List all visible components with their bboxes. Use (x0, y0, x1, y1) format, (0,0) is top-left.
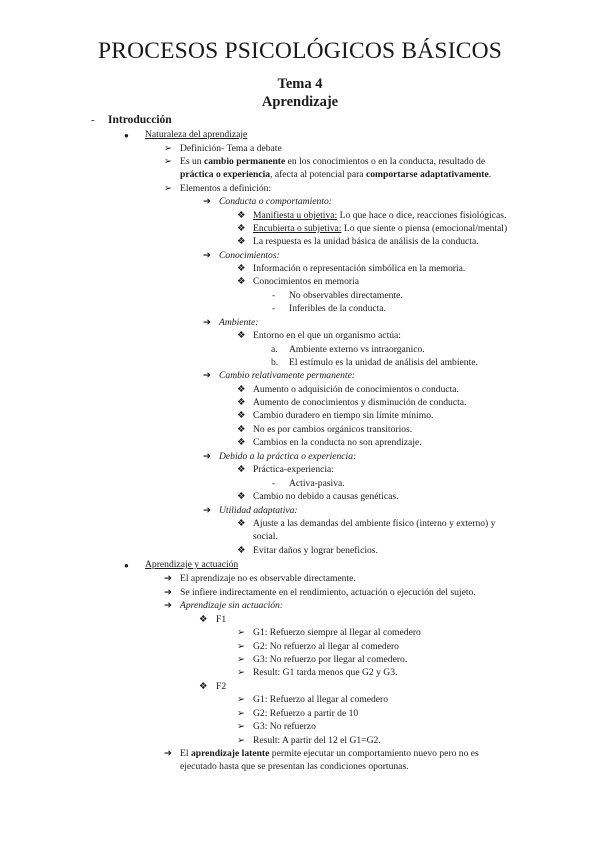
arrowhead-marker: ➢ (237, 627, 246, 638)
text-estimulo: El estímulo es la unidad de análisis del ambiente. (289, 357, 478, 368)
text-se-infiere: Se infiere indirectamente en el rendimiento, actuación o ejecución del sujeto. (180, 587, 476, 598)
text-f2-g3: G3: No refuerzo (253, 721, 316, 732)
diamond-marker: ❖ (199, 681, 208, 692)
arrowhead-marker: ➢ (164, 183, 173, 194)
subsection-naturaleza: Naturaleza del aprendizaje (145, 129, 248, 140)
diamond-marker: ❖ (237, 518, 246, 529)
text-f2-g1: G1: Refuerzo al llegar al comedero (253, 694, 389, 705)
text-ajuste-cont: social. (253, 531, 278, 542)
dash-marker: - (272, 478, 276, 489)
dash-marker: - (91, 114, 95, 126)
text-ambiente-externo: Ambiente externo vs intraorganico. (289, 344, 425, 355)
elemento-cambio: Cambio relativamente permanente: (219, 370, 356, 381)
tema-subtitle: Aprendizaje (261, 94, 339, 110)
arrowhead-marker: ➢ (237, 641, 246, 652)
arrowhead-marker: ➢ (237, 667, 246, 678)
diamond-marker: ❖ (237, 210, 246, 221)
diamond-marker: ❖ (237, 276, 246, 287)
arrow-marker: ➔ (164, 573, 173, 584)
text-latente: El aprendizaje latente permite ejecutar un comportamiento nuevo pero no es (180, 748, 479, 759)
diamond-marker: ❖ (199, 614, 208, 625)
arrowhead-marker: ➢ (164, 156, 173, 167)
diamond-marker: ❖ (237, 437, 246, 448)
diamond-marker: ❖ (237, 223, 246, 234)
arrowhead-marker: ➢ (237, 708, 246, 719)
label-f2: F2 (216, 681, 227, 692)
text-sin-actuacion: Aprendizaje sin actuación: (180, 600, 284, 611)
text-aumento-1: Aumento o adquisición de conocimientos o conducta. (253, 384, 459, 395)
bullet-marker: ● (124, 131, 129, 140)
letter-marker-a: a. (271, 344, 278, 355)
diamond-marker: ❖ (237, 236, 246, 247)
diamond-marker: ❖ (237, 263, 246, 274)
text-respuesta: La respuesta es la unidad básica de análisis de la conducta. (253, 236, 479, 247)
diamond-marker: ❖ (237, 330, 246, 341)
diamond-marker: ❖ (237, 410, 246, 421)
arrow-marker: ➔ (203, 250, 212, 261)
text-es-un-cambio-cont: práctica o experiencia, afecta al potencial para comportarse adaptativamente. (180, 169, 492, 180)
dash-marker: - (272, 290, 276, 301)
arrowhead-marker: ➢ (164, 143, 173, 154)
elemento-conocimientos: Conocimientos: (219, 250, 280, 261)
arrow-marker: ➔ (203, 370, 212, 381)
arrow-marker: ➔ (164, 748, 173, 759)
text-latente-cont: ejecutado hasta que se presentan las condiciones oportunas. (180, 761, 409, 772)
arrowhead-marker: ➢ (237, 735, 246, 746)
text-duradero: Cambio duradero en tiempo sin límite mínimo. (253, 410, 434, 421)
text-f2-result: Result: A partir del 12 el G1=G2. (253, 735, 381, 746)
tema-number: Tema 4 (277, 76, 323, 92)
arrowhead-marker: ➢ (237, 721, 246, 732)
arrow-marker: ➔ (164, 600, 173, 611)
text-practica: Práctica-experiencia: (253, 464, 334, 475)
arrowhead-marker: ➢ (237, 654, 246, 665)
letter-marker-b: b. (271, 357, 279, 368)
arrowhead-marker: ➢ (237, 694, 246, 705)
text-inferibles: Inferibles de la conducta. (289, 303, 386, 314)
subsection-actuacion: Aprendizaje y actuación (145, 559, 239, 570)
arrow-marker: ➔ (164, 587, 173, 598)
text-manifiesta: Manifiesta u objetiva: Lo que hace o dice, reacciones fisiológicas. (253, 210, 507, 221)
text-ajuste: Ajuste a las demandas del ambiente físico (interno y externo) y (253, 518, 496, 529)
text-f1-g1: G1: Refuerzo siempre al llegar al comedero (253, 627, 421, 638)
text-aumento-2: Aumento de conocimientos y disminución de conducta. (253, 397, 467, 408)
label-f1: F1 (216, 614, 227, 625)
text-evitar: Evitar daños y lograr beneficios. (253, 545, 378, 556)
text-cambios-conducta: Cambios en la conducta no son aprendizaje. (253, 437, 422, 448)
section-heading-introduccion: Introducción (108, 114, 172, 126)
text-f1-result: Result: G1 tarda menos que G2 y G3. (253, 667, 398, 678)
diamond-marker: ❖ (237, 424, 246, 435)
arrow-marker: ➔ (203, 505, 212, 516)
bullet-marker: ● (124, 561, 129, 570)
text-f1-g2: G2: No refuerzo al llegar al comedero (253, 641, 399, 652)
diamond-marker: ❖ (237, 384, 246, 395)
diamond-marker: ❖ (237, 397, 246, 408)
text-elementos: Elementos a definición: (180, 183, 272, 194)
arrow-marker: ➔ (203, 196, 212, 207)
document-title: PROCESOS PSICOLÓGICOS BÁSICOS (97, 38, 503, 64)
arrow-marker: ➔ (203, 451, 212, 462)
text-definicion: Definición- Tema a debate (180, 143, 282, 154)
text-conocimientos-memoria: Conocimientos en memoria (253, 276, 360, 287)
elemento-utilidad: Utilidad adaptativa: (219, 505, 298, 516)
elemento-ambiente: Ambiente: (219, 317, 259, 328)
text-f1-g3: G3: No refuerzo por llegar al comedero. (253, 654, 408, 665)
text-encubierta: Encubierta o subjetiva: Lo que siente o piensa (emocional/mental) (253, 223, 508, 234)
text-entorno: Entorno en el que un organismo actúa: (253, 330, 401, 341)
text-no-observable: El aprendizaje no es observable directamente. (180, 573, 356, 584)
text-no-cambios: No es por cambios orgánicos transitorios. (253, 424, 413, 435)
diamond-marker: ❖ (237, 491, 246, 502)
text-informacion: Información o representación simbólica en la memoria. (253, 263, 466, 274)
elemento-conducta: Conducta o comportamiento: (219, 196, 332, 207)
diamond-marker: ❖ (237, 464, 246, 475)
elemento-debido: Debido a la práctica o experiencia: (219, 451, 357, 462)
text-activa: Activa-pasiva. (289, 478, 345, 489)
text-es-un-cambio: Es un cambio permanente en los conocimientos o en la conducta, resultado de (180, 156, 486, 167)
text-cambio-genetico: Cambio no debido a causas genéticas. (253, 491, 399, 502)
text-f2-g2: G2: Refuerzo a partir de 10 (253, 708, 359, 719)
dash-marker: - (272, 303, 276, 314)
arrow-marker: ➔ (203, 317, 212, 328)
text-no-observables: No observables directamente. (289, 290, 403, 301)
diamond-marker: ❖ (237, 545, 246, 556)
